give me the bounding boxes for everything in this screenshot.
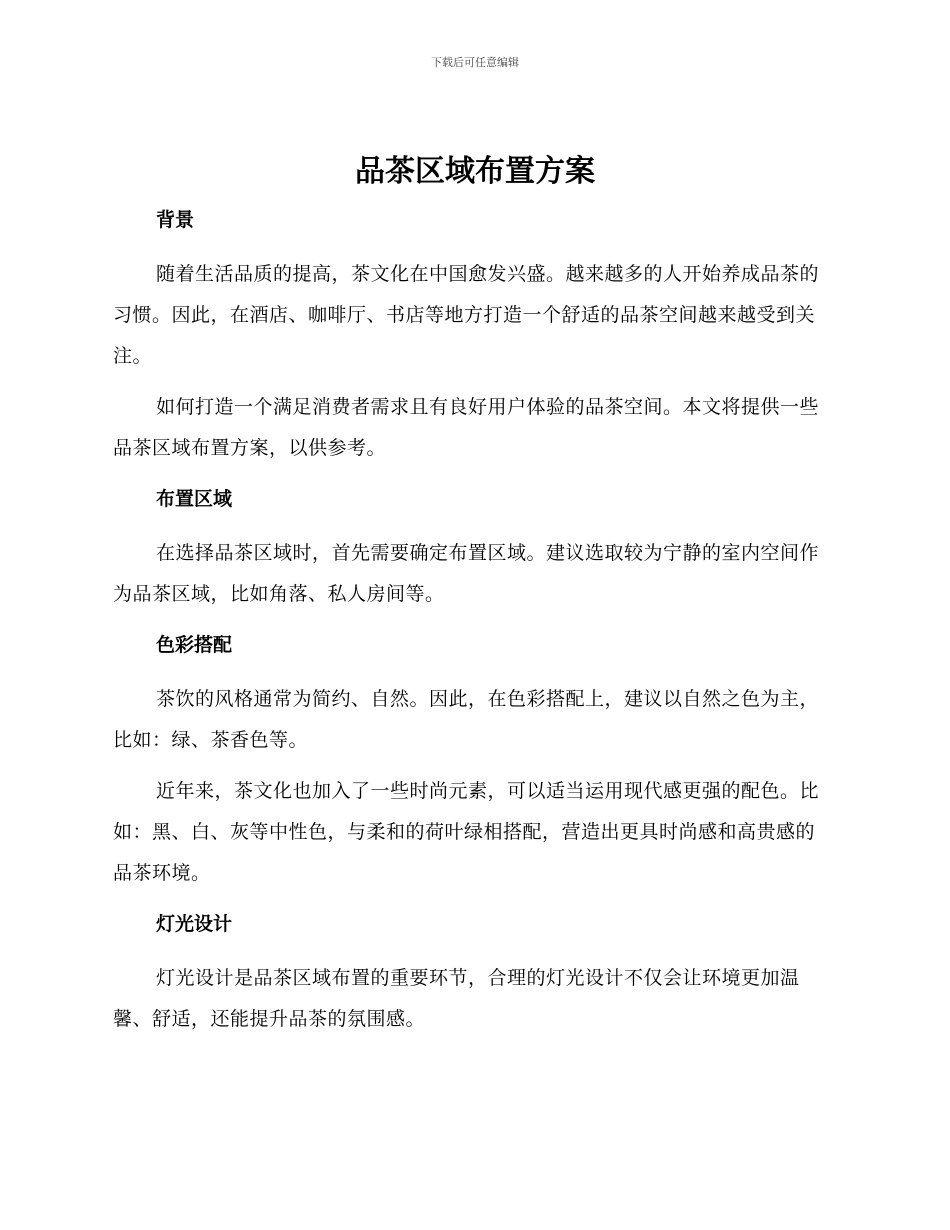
paragraph: 茶饮的风格通常为简约、自然。因此，在色彩搭配上，建议以自然之色为主，比如：绿、茶香色等。 [113,688,820,751]
document-title: 品茶区域布置方案 [355,154,595,189]
section-heading: 色彩搭配 [156,634,233,656]
paragraph: 如何打造一个满足消费者需求且有良好用户体验的品茶空间。本文将提供一些品茶区域布置方案，以供参考。 [113,396,820,459]
paragraph: 在选择品茶区域时，首先需要确定布置区域。建议选取较为宁静的室内空间作为品茶区域，比如角落、私人房间等。 [113,542,820,605]
document-body [113,204,833,1040]
section-heading: 布置区域 [156,488,233,510]
section-heading: 背景 [156,209,195,231]
paragraph: 灯光设计是品茶区域布置的重要环节，合理的灯光设计不仅会让环境更加温馨、舒适，还能提升品茶的氛围感。 [113,967,800,1030]
section-color-scheme [113,629,833,894]
header-note: 下载后可任意编辑 [431,56,519,69]
section-heading: 灯光设计 [156,913,233,935]
section-background [113,204,833,469]
paragraph: 随着生活品质的提高，茶文化在中国愈发兴盛。越来越多的人开始养成品茶的习惯。因此，在酒店、咖啡厅、书店等地方打造一个舒适的品茶空间越来越受到关注。 [113,263,820,367]
section-layout-area [113,483,833,615]
paragraph: 近年来，茶文化也加入了一些时尚元素，可以适当运用现代感更强的配色。比如：黑、白、灰等中性色，与柔和的荷叶绿相搭配，营造出更具时尚感和高贵感的品茶环境。 [113,780,820,884]
section-lighting-design [113,908,833,1040]
